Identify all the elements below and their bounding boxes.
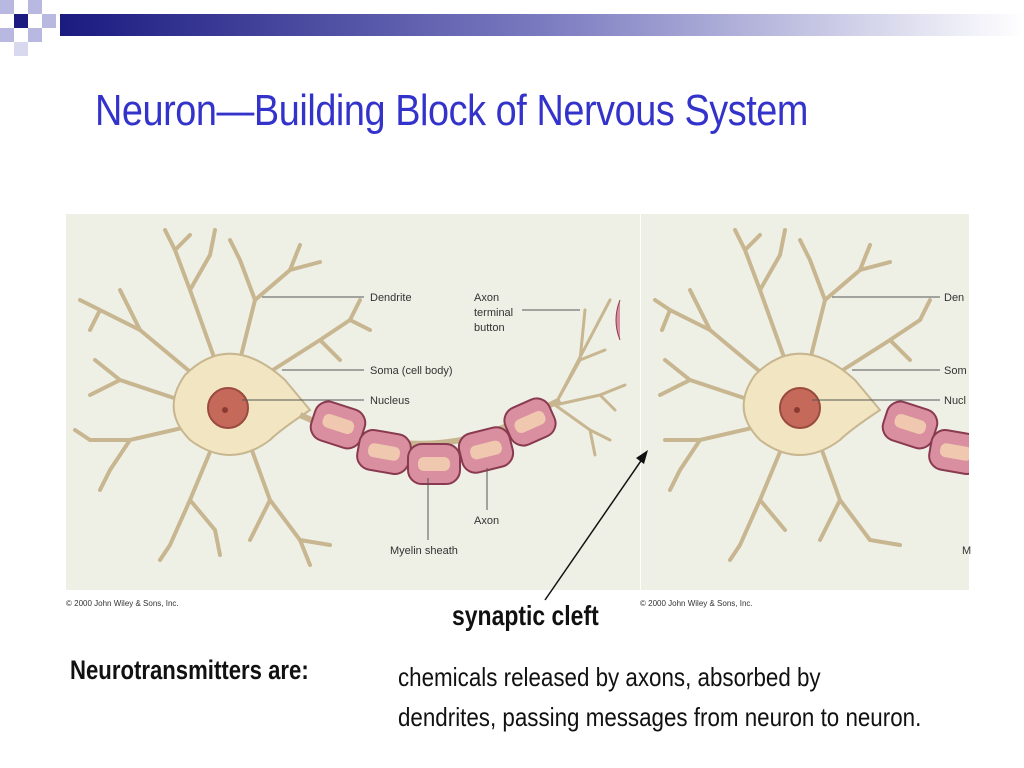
synaptic-cleft-label: synaptic cleft bbox=[452, 600, 599, 631]
left-nucleus bbox=[208, 388, 248, 428]
label-axon-terminal-3: button bbox=[474, 322, 505, 334]
right-label-myelin: M bbox=[962, 545, 972, 557]
label-dendrite: Dendrite bbox=[370, 292, 412, 304]
label-nucleus: Nucleus bbox=[370, 395, 410, 407]
definition-line-1: chemicals released by axons, absorbed by bbox=[398, 662, 821, 692]
label-axon-terminal-2: terminal bbox=[474, 307, 514, 319]
definition-line-2: dendrites, passing messages from neuron to neuron. bbox=[398, 702, 922, 732]
right-label-nucleus: Nucl bbox=[944, 395, 967, 407]
definition-text bbox=[398, 657, 921, 737]
label-axon: Axon bbox=[474, 515, 500, 527]
slide-title: Neuron—Building Block of Nervous System bbox=[95, 86, 809, 135]
right-label-soma: Som bbox=[944, 365, 967, 377]
label-soma: Soma (cell body) bbox=[370, 365, 453, 377]
label-axon-terminal-1: Axon bbox=[474, 292, 500, 304]
definition-label: Neurotransmitters are: bbox=[70, 655, 309, 685]
copyright-right: © 2000 John Wiley & Sons, Inc. bbox=[640, 599, 753, 608]
copyright-left: © 2000 John Wiley & Sons, Inc. bbox=[66, 599, 179, 608]
right-label-dendrite: Den bbox=[944, 292, 965, 304]
label-myelin: Myelin sheath bbox=[390, 545, 458, 557]
